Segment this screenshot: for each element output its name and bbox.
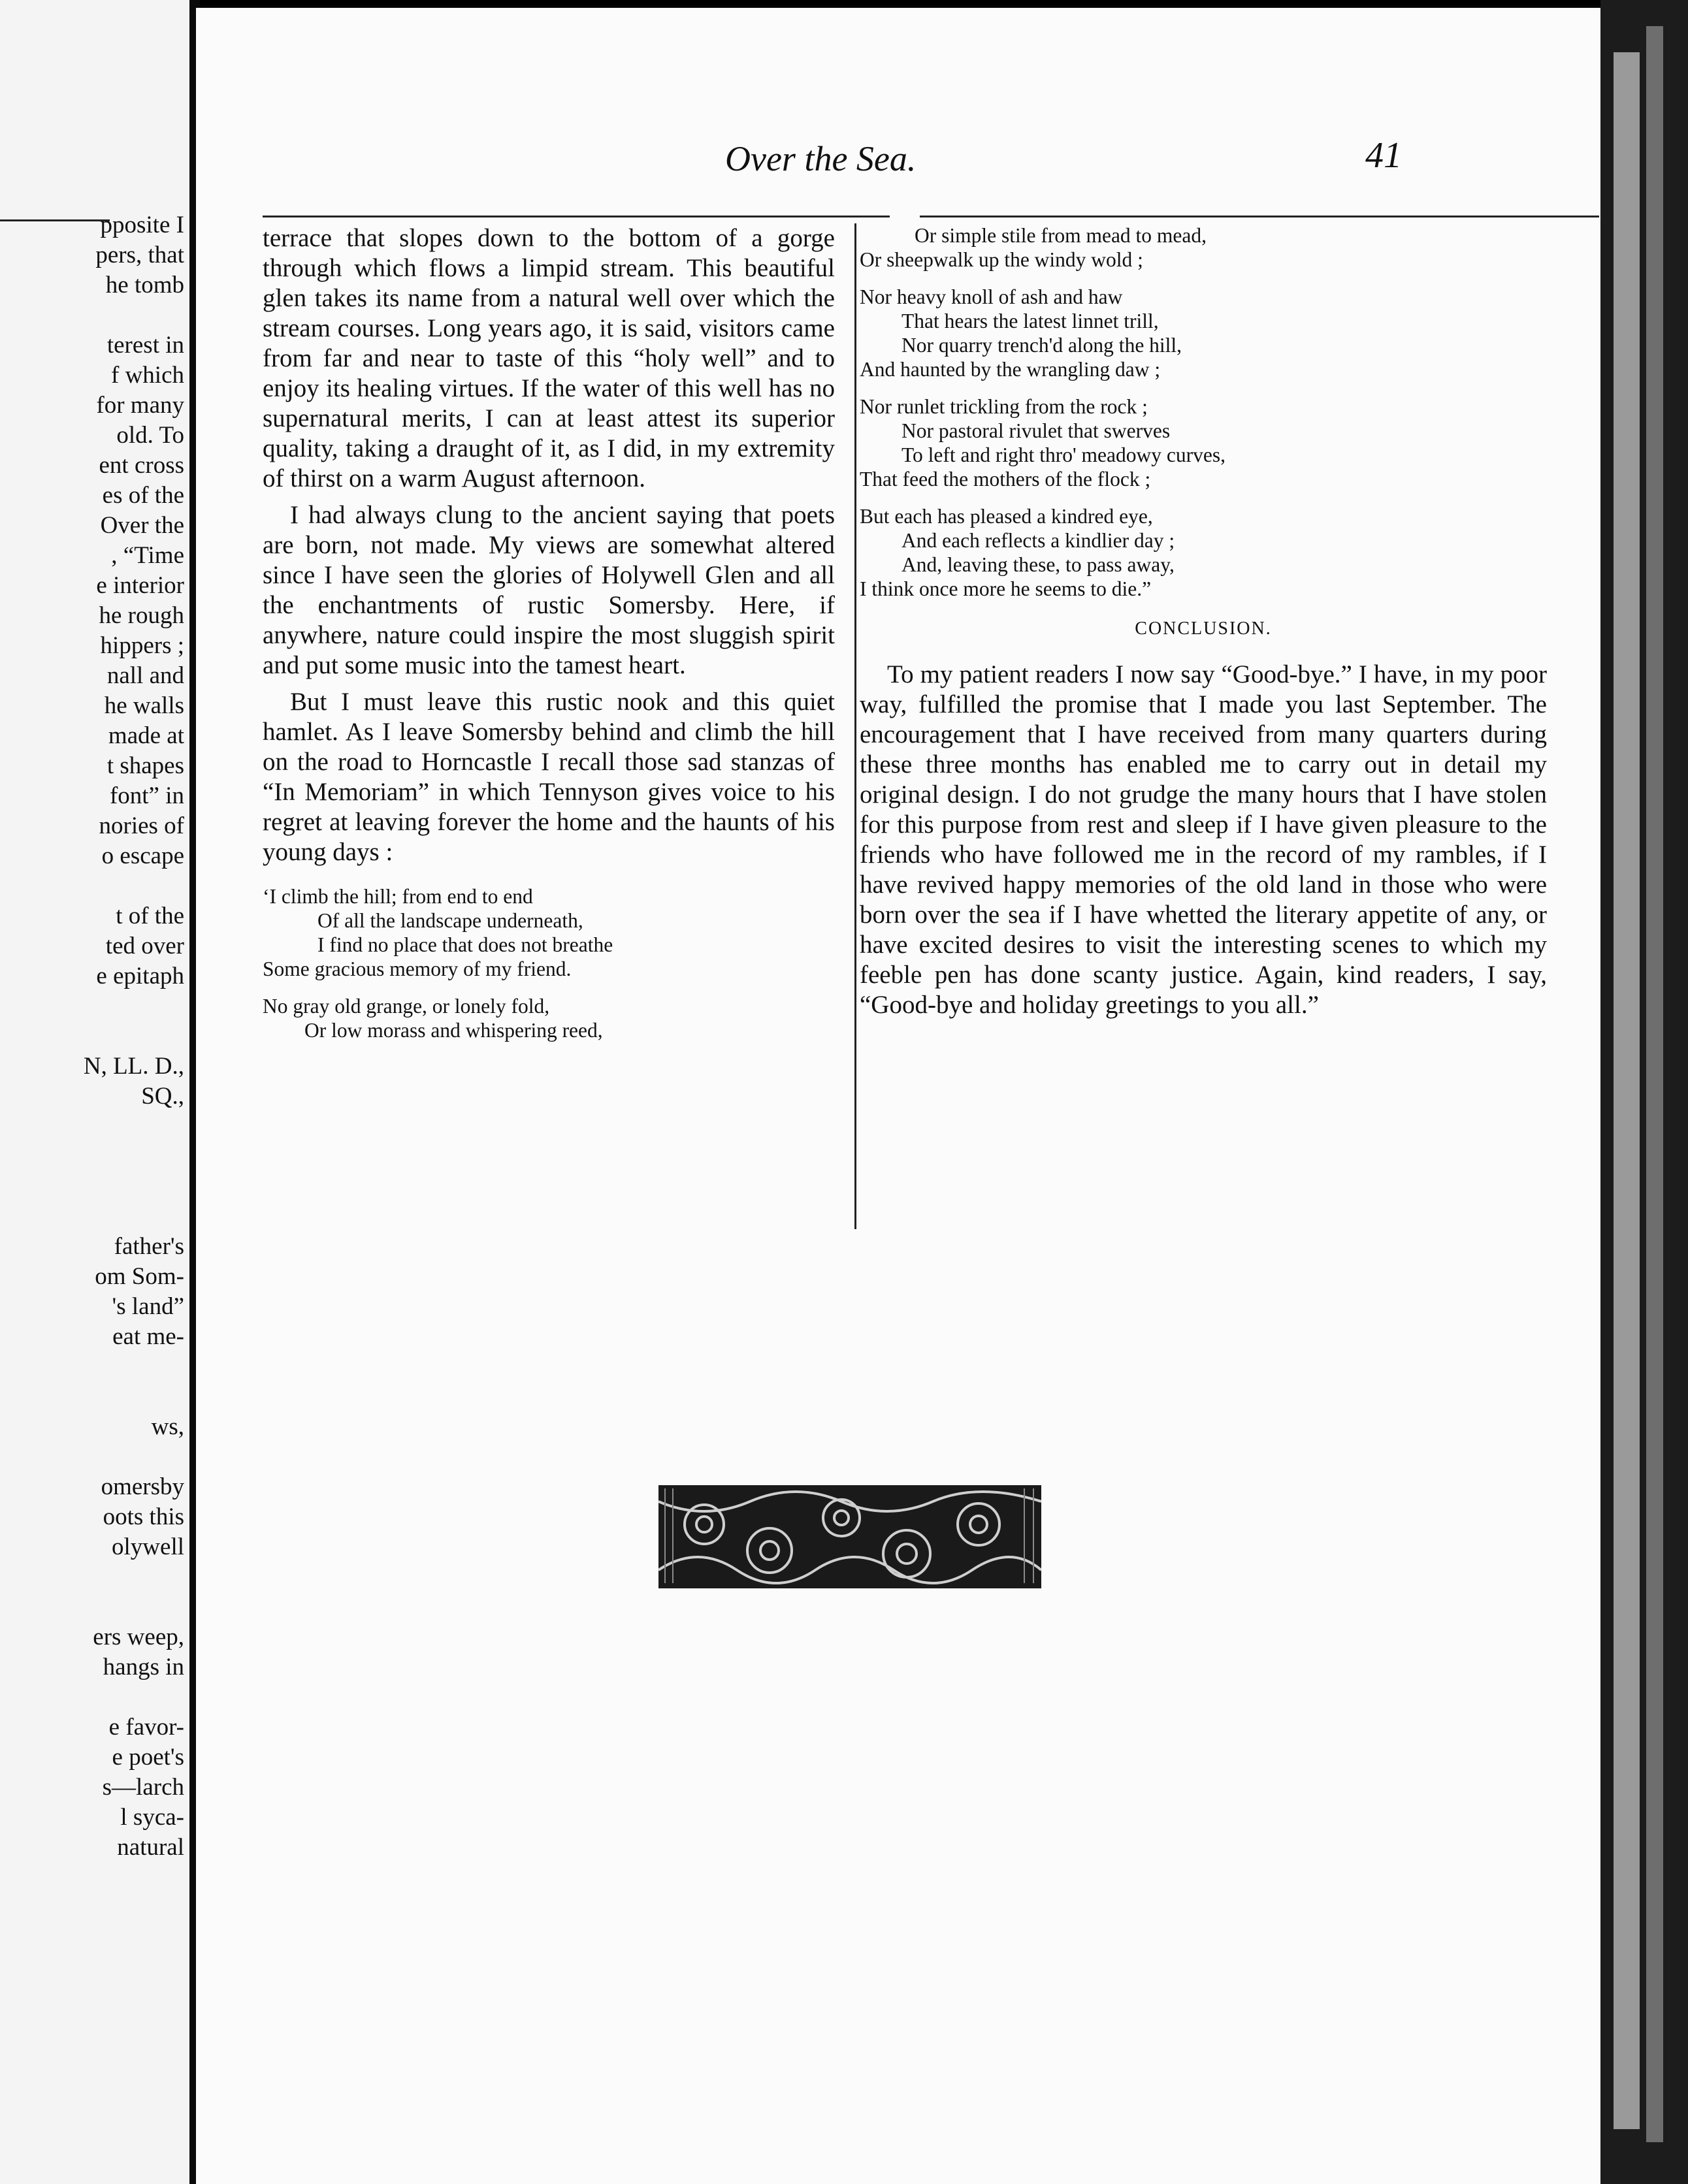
- verse-line: Nor heavy knoll of ash and haw: [860, 285, 1123, 308]
- verse-line: I think once more he seems to die.”: [860, 577, 1152, 600]
- verse-line: To left and right thro' meadowy curves,: [901, 443, 1225, 466]
- previous-page-line: [0, 1382, 184, 1412]
- running-title: Over the Sea.: [725, 139, 917, 178]
- previous-page-line: [0, 1142, 184, 1172]
- verse-line: And haunted by the wrangling daw ;: [860, 358, 1161, 381]
- previous-page-line: t of the: [116, 903, 184, 929]
- verse-stanza: [860, 285, 1547, 381]
- previous-page-line: pposite I: [100, 212, 184, 238]
- verse-line: Nor pastoral rivulet that swerves: [901, 419, 1171, 442]
- previous-page-line: he tomb: [105, 272, 184, 298]
- previous-page-line: s—larch: [102, 1774, 184, 1801]
- verse-stanza: [263, 994, 835, 1042]
- previous-page-line: ted over: [105, 933, 184, 959]
- conclusion-paragraph: To my patient readers I now say “Good-bye.” I have, in my poor way, fulfilled the promise that I made you last September. The encouragement that I have received from many quarters during these three months has enabled me to carry out in detail my original design. I do not grudge the many hours that I have stolen for this purpose from rest and sleep if I have given pleasure to the friends who have followed me in the record of my rambles, if I have revived happy memories of the old land in those who were born over the sea if I have whetted the literary appetite of any, or have excited desires to visit the interesting scenes to which my feeble pen has done scanty justice. Again, kind readers, I say, “Good-bye and holiday greetings to you all.”: [860, 660, 1547, 1019]
- previous-page-line: eat me-: [112, 1323, 184, 1350]
- previous-page-line: e favor-: [108, 1714, 184, 1741]
- previous-page-line: oots this: [103, 1503, 184, 1530]
- previous-page-line: [0, 1442, 184, 1472]
- verse-stanza: [860, 223, 1547, 272]
- previous-page-line: [0, 1112, 184, 1142]
- previous-page-line: old. To: [116, 422, 184, 449]
- previous-page-line: ent cross: [99, 452, 184, 479]
- book-page: [196, 8, 1600, 2184]
- previous-page-line: omersby: [101, 1473, 184, 1500]
- verse-line: Some gracious memory of my friend.: [263, 957, 572, 980]
- header-rule-right: [920, 216, 1599, 217]
- page-header: [196, 132, 1600, 191]
- previous-page-line: for many: [96, 392, 184, 419]
- verse-line: I find no place that does not breathe: [317, 933, 613, 956]
- previous-page-line: o escape: [101, 843, 184, 869]
- header-rule: [263, 216, 890, 217]
- previous-page-line: terest in: [106, 332, 184, 359]
- verse-line: And, leaving these, to pass away,: [901, 553, 1175, 576]
- previous-page-line: N, LL. D.,: [83, 1053, 184, 1080]
- previous-page-line: om Som-: [95, 1263, 184, 1290]
- previous-page-line: 's land”: [112, 1293, 184, 1320]
- previous-page-line: [0, 1202, 184, 1232]
- previous-page-line: t shapes: [106, 752, 184, 779]
- verse-line: That hears the latest linnet trill,: [901, 310, 1159, 332]
- paragraph: But I must leave this rustic nook and this quiet hamlet. As I leave Somersby behind and climb the hill on the road to Horncastle I recall those sad stanzas of “In Memoriam” in which Tennyson gives voice to his regret at leaving forever the home and the haunts of his young days :: [263, 688, 835, 866]
- verse-stanza: [263, 884, 835, 981]
- previous-page-line: natural: [117, 1834, 184, 1861]
- previous-page-line: l syca-: [120, 1804, 184, 1831]
- previous-page-line: [0, 1172, 184, 1202]
- previous-page-line: [0, 1682, 184, 1712]
- paragraph: I had always clung to the ancient saying that poets are born, not made. My views are somewhat altered since I have seen the glories of Holywell Glen and all the enchantments of rustic Somersby. Here, if anywhere, nature could inspire the most sluggish spirit and put some music into the tamest heart.: [263, 501, 835, 679]
- previous-page-line: , “Time: [111, 542, 184, 569]
- previous-page-line: he walls: [104, 692, 184, 719]
- floral-ornament: [658, 1485, 1041, 1588]
- previous-page-line: [0, 1592, 184, 1622]
- conclusion-heading: CONCLUSION.: [1135, 618, 1272, 639]
- previous-page-text: [0, 210, 184, 1863]
- paragraph: terrace that slopes down to the bottom of a gorge through which flows a limpid stream. This beautiful glen takes its name from a natural well over which the stream courses. Long years ago, it is said, visitors came from far and near to taste of this “holy well” and to enjoy its healing virtues. If the water of this well has no supernatural merits, I can at least attest its superior quality, taking a draught of it, as I did, in my extremity of thirst on a warm August afternoon.: [263, 224, 835, 492]
- verse-line: Or simple stile from mead to mead,: [915, 224, 1207, 247]
- previous-page-line: SQ.,: [141, 1083, 184, 1110]
- verse-stanza: [860, 504, 1547, 601]
- previous-page-line: [0, 1021, 184, 1052]
- previous-page-line: pers, that: [95, 242, 184, 268]
- verse-line: Or sheepwalk up the windy wold ;: [860, 248, 1143, 271]
- previous-page-line: es of the: [102, 482, 184, 509]
- previous-page-line: [0, 871, 184, 901]
- previous-page-line: [0, 1562, 184, 1592]
- verse-line: ‘I climb the hill; from end to end: [263, 885, 533, 908]
- verse-line: Nor quarry trench'd along the hill,: [901, 334, 1182, 357]
- previous-page: [0, 0, 189, 2184]
- previous-page-line: font” in: [109, 782, 184, 809]
- verse-line: No gray old grange, or lonely fold,: [263, 995, 550, 1018]
- verse-line: And each reflects a kindlier day ;: [901, 529, 1175, 552]
- previous-page-line: father's: [114, 1233, 184, 1260]
- previous-page-line: ws,: [151, 1413, 184, 1440]
- verse-line: But each has pleased a kindred eye,: [860, 505, 1153, 528]
- previous-page-line: f which: [111, 362, 184, 389]
- previous-page-line: ers weep,: [93, 1624, 184, 1650]
- previous-page-line: Over the: [100, 512, 184, 539]
- previous-page-line: hangs in: [103, 1654, 184, 1680]
- previous-page-line: olywell: [112, 1534, 184, 1560]
- previous-page-line: e poet's: [112, 1744, 184, 1771]
- verse-line: Or low morass and whispering reed,: [304, 1019, 603, 1042]
- previous-page-line: [0, 1352, 184, 1382]
- previous-page-line: nories of: [99, 812, 184, 839]
- verse-stanza: [860, 394, 1547, 491]
- previous-page-line: [0, 300, 184, 330]
- right-column: [860, 223, 1547, 1027]
- previous-page-line: e interior: [96, 572, 184, 599]
- previous-page-line: made at: [108, 722, 184, 749]
- page-edge-strip: [1614, 52, 1640, 2129]
- previous-page-line: hippers ;: [100, 632, 184, 659]
- page-edge-strip: [1646, 26, 1663, 2142]
- previous-page-line: nall and: [106, 662, 184, 689]
- column-divider: [854, 223, 856, 1229]
- previous-page-line: e epitaph: [96, 963, 184, 989]
- page-number: 41: [1365, 135, 1402, 176]
- previous-page-line: [0, 991, 184, 1021]
- previous-page-line: he rough: [99, 602, 184, 629]
- left-column: [263, 223, 835, 1055]
- verse-line: Nor runlet trickling from the rock ;: [860, 395, 1148, 418]
- verse-line: That feed the mothers of the flock ;: [860, 468, 1151, 490]
- verse-line: Of all the landscape underneath,: [317, 909, 583, 932]
